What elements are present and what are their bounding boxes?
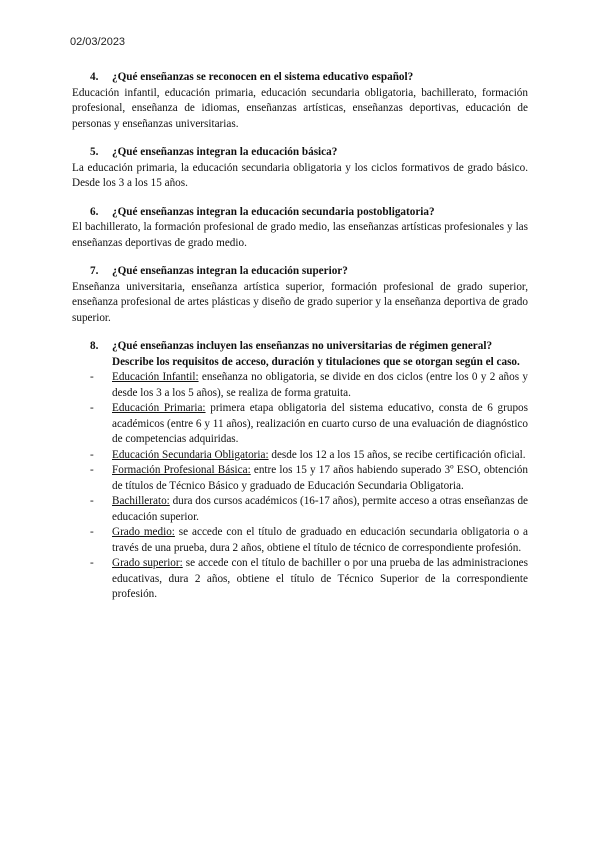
document-date: 02/03/2023 [70, 36, 126, 48]
list-item [72, 556, 528, 603]
question-number: 6. [90, 205, 99, 218]
list-item [72, 370, 528, 401]
item-text: entre los 15 y 17 años habiendo superado 3º ESO, obtención de títulos de Técnico Básico y graduado de Educación Secundaria Obligatoria. [112, 464, 528, 492]
question-8 [72, 339, 528, 370]
dash-bullet: - [90, 526, 94, 538]
list-item [72, 494, 528, 525]
item-text: se accede con el título de bachiller o por una prueba de las administraciones educativas, dura 2 años, obtiene el título de Técnico Superior de la correspondiente profesión. [112, 557, 528, 600]
item-term: Grado superior: [112, 557, 183, 569]
item-term: Grado medio: [112, 526, 175, 538]
document-body [72, 70, 528, 603]
answer-4: Educación infantil, educación primaria, educación secundaria obligatoria, bachillerato, formación profesional, enseñanza de idiomas, enseñanzas artísticas, enseñanzas deportivas, educación de personas y enseñanzas universitarias. [72, 86, 528, 130]
item-text: desde los 12 a los 15 años, se recibe certificación oficial. [268, 448, 526, 461]
question-text: ¿Qué enseñanzas se reconocen en el sistema educativo español? [112, 71, 414, 83]
item-term: Bachillerato: [112, 495, 170, 507]
dash-bullet: - [90, 495, 94, 507]
question-text: ¿Qué enseñanzas integran la educación superior? [112, 265, 348, 277]
item-text: dura dos cursos académicos (16-17 años), permite acceso a otras enseñanzas de educación superior. [112, 495, 528, 523]
item-text: enseñanza no obligatoria, se divide en dos ciclos (entre los 0 y 2 años y desde los 3 a los 5 años), se realiza de forma gratuita. [112, 371, 528, 399]
question-number: 4. [90, 71, 99, 83]
dash-bullet: - [90, 448, 94, 461]
question-5 [72, 145, 528, 161]
question-text: ¿Qué enseñanzas integran la educación secundaria postobligatoria? [112, 205, 435, 218]
question-6 [72, 205, 528, 221]
dash-bullet: - [90, 371, 94, 383]
item-text: se accede con el título de graduado en educación secundaria obligatoria o a través de una prueba, dura 2 años, obtiene el título de técnico de correspondiente profesión. [112, 526, 528, 554]
question-text: ¿Qué enseñanzas incluyen las enseñanzas no universitarias de régimen general? Describe los requisitos de acceso, duración y titulaciones que se otorgan según el caso. [112, 340, 520, 368]
item-term: Formación Profesional Básica: [112, 464, 251, 476]
item-term: Educación Infantil: [112, 371, 199, 383]
item-term: Educación Primaria: [112, 402, 206, 414]
question-text: ¿Qué enseñanzas integran la educación básica? [112, 146, 338, 158]
question-number: 7. [90, 265, 99, 277]
answer-6: El bachillerato, la formación profesional de grado medio, las enseñanzas artísticas profesionales y las enseñanzas deportivas de grado medio. [72, 221, 528, 249]
question-4 [72, 70, 528, 86]
dash-bullet: - [90, 557, 94, 569]
dash-bullet: - [90, 464, 94, 476]
list-item [72, 463, 528, 494]
question-number: 5. [90, 146, 99, 158]
dash-bullet: - [90, 402, 94, 414]
list-item [72, 401, 528, 448]
answer-7: Enseñanza universitaria, enseñanza artística superior, formación profesional de grado superior, enseñanza profesional de artes plásticas y diseño de grado superior y la enseñanza deportiva de grado superior. [72, 280, 528, 324]
list-item [72, 448, 528, 464]
item-term: Educación Secundaria Obligatoria: [112, 448, 269, 461]
list-item [72, 525, 528, 556]
question-7 [72, 264, 528, 280]
question-number: 8. [90, 340, 99, 352]
answer-8-list [72, 370, 528, 603]
item-text: primera etapa obligatoria del sistema educativo, consta de 6 grupos académicos (entre 6 y 11 años), realización en cuarto curso de una evaluación de diagnóstico de competencias adquiridas. [112, 402, 528, 445]
answer-5: La educación primaria, la educación secundaria obligatoria y los ciclos formativos de grado básico. Desde los 3 a los 15 años. [72, 161, 528, 189]
